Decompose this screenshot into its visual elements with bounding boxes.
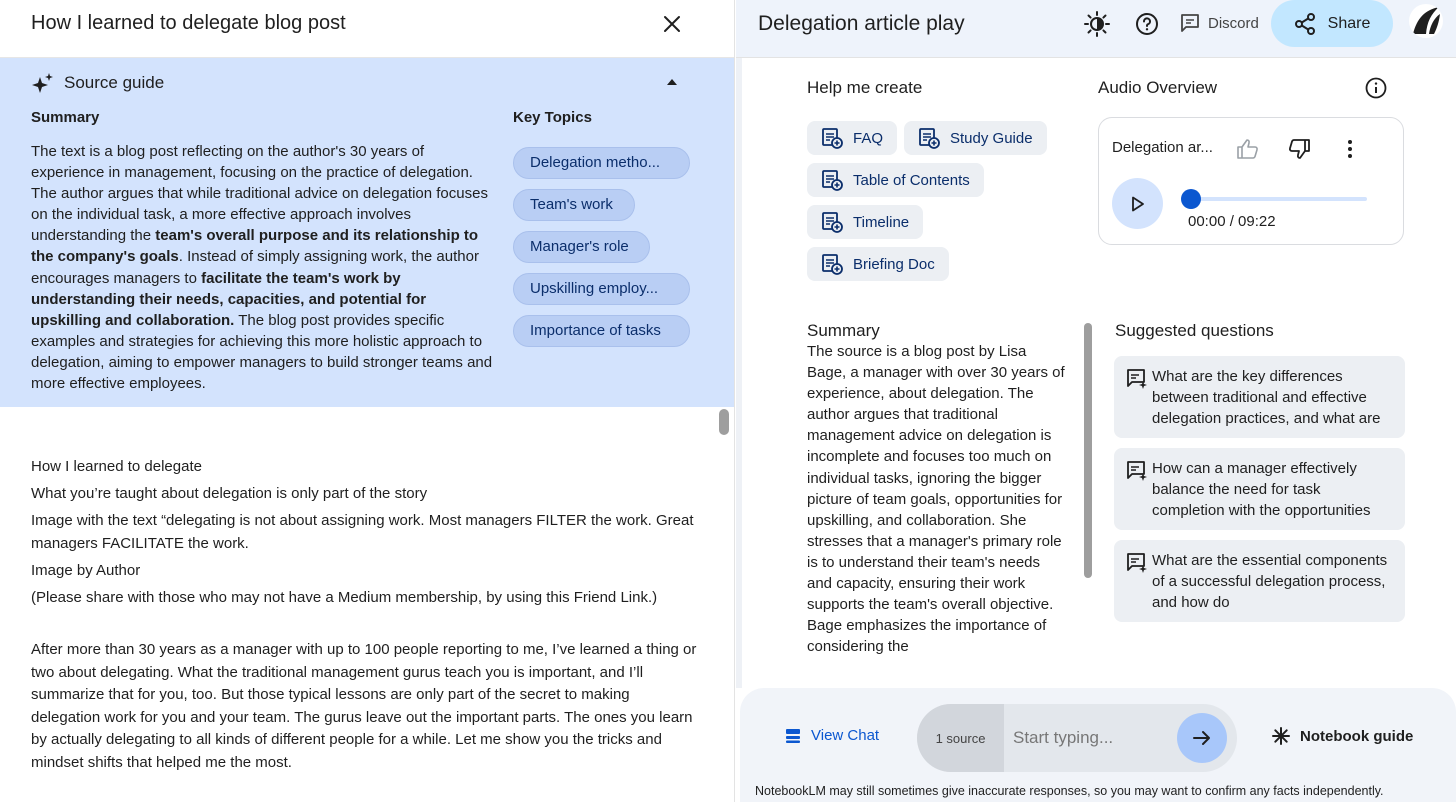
source-guide-title: Source guide: [64, 73, 165, 92]
thumbs-down-button[interactable]: [1286, 136, 1312, 162]
play-icon: [1131, 196, 1145, 212]
close-source-button[interactable]: [656, 8, 688, 40]
notebook-summary-label: Summary: [807, 321, 880, 340]
tool-label: Study Guide: [950, 129, 1033, 147]
note-add-icon: [821, 127, 843, 149]
share-button[interactable]: [1271, 0, 1393, 47]
briefing-doc-button[interactable]: [807, 247, 949, 281]
chat-input[interactable]: [1013, 724, 1173, 752]
doc-line: What you’re taught about delegation is only part of the story: [31, 485, 428, 502]
play-button[interactable]: [1112, 178, 1163, 229]
feedback-icon: [1180, 13, 1200, 33]
chat-question-icon: [1126, 368, 1148, 390]
summary-part-bold: team's overall purpose and its relationship to the company's goals: [31, 227, 479, 266]
summary-scrollbar[interactable]: [1084, 323, 1092, 578]
summary-part: The text is a blog post reflecting on the author's 30 years of experience in management, focusing on the practice of delegation. The author argues that while traditional advice on delegation focuses on the individual task, a more effective approach involves understanding the: [31, 143, 488, 245]
key-topic-chip[interactable]: Team's work: [513, 189, 635, 221]
asterisk-icon: [1272, 727, 1290, 745]
close-icon: [663, 15, 681, 33]
avatar-logo-icon: [1409, 4, 1443, 38]
discord-label: Discord: [1208, 14, 1259, 32]
study-guide-button[interactable]: [904, 121, 1047, 155]
suggested-question-text: How can a manager effectively balance the need for task completion with the opportunities: [1152, 460, 1371, 519]
audio-progress-knob[interactable]: [1181, 189, 1201, 209]
key-topic-chip[interactable]: Upskilling employ...: [513, 273, 690, 305]
summary-part: The blog post provides specific examples and strategies for achieving this more holistic approach to delegation, aiming to empower managers to build stronger teams and more effective employees.: [31, 311, 493, 393]
source-scrollbar[interactable]: [719, 409, 729, 435]
more-vert-icon: [1347, 139, 1353, 159]
notebook-guide-button[interactable]: [1272, 727, 1413, 745]
table-of-contents-button[interactable]: [807, 163, 984, 197]
collapse-source-guide-button[interactable]: [664, 76, 680, 88]
thumbs-up-button[interactable]: [1235, 136, 1261, 162]
source-title: How I learned to delegate blog post: [31, 12, 346, 34]
chat-question-icon: [1126, 552, 1148, 574]
notebook-title[interactable]: Delegation article play: [758, 12, 965, 35]
doc-line: Image with the text “delegating is not about assigning work. Most managers FILTER the work. Great managers FACILITATE the work.: [31, 512, 694, 552]
discord-link[interactable]: [1180, 6, 1259, 40]
disclaimer-text: NotebookLM may still sometimes give inaccurate responses, so you may want to confirm any facts independently.: [755, 784, 1384, 798]
summary-part: . Instead of simply assigning work, the author encourages managers to: [31, 248, 479, 287]
note-add-icon: [821, 211, 843, 233]
note-add-icon: [821, 253, 843, 275]
key-topic-chip[interactable]: Delegation metho...: [513, 147, 690, 179]
help-button[interactable]: [1133, 10, 1161, 38]
chat-question-icon: [1126, 460, 1148, 482]
source-guide: [0, 58, 735, 407]
timeline-button[interactable]: [807, 205, 923, 239]
notebook-guide-label: Notebook guide: [1300, 727, 1414, 745]
chat-input-box: [917, 704, 1237, 772]
source-panel-header: [0, 0, 735, 58]
audio-player-card: [1098, 117, 1404, 245]
notebook-summary-text: The source is a blog post by Lisa Bage, a manager with over 30 years of experience, about delegation. The author argues that traditional management advice on delegation is incomplete and focuses too much on individual tasks, ignoring the bigger picture of team goals, opportunities for upskilling, and collaboration. She stresses that a manager's primary role is to understand their team's needs and capacity, ensuring their work supports the team's overall objective. Bage emphasizes the importance of considering the: [807, 343, 1065, 655]
suggested-question-text: What are the key differences between traditional and effective delegation practices, and what are: [1152, 368, 1381, 427]
note-add-icon: [918, 127, 940, 149]
info-icon: [1365, 77, 1387, 99]
help-me-create-label: Help me create: [807, 78, 923, 97]
tool-label: Table of Contents: [853, 171, 970, 189]
panel-divider: [736, 58, 742, 688]
arrow-right-icon: [1192, 728, 1212, 748]
share-label: Share: [1327, 14, 1371, 32]
audio-overview-label: Audio Overview: [1098, 78, 1218, 97]
suggested-question[interactable]: [1114, 356, 1405, 438]
brightness-icon: [1084, 11, 1110, 37]
audio-info-button[interactable]: [1364, 76, 1388, 100]
key-topic-chip[interactable]: Importance of tasks: [513, 315, 690, 347]
tool-label: Briefing Doc: [853, 255, 935, 273]
app-header: [736, 0, 1456, 58]
tool-label: FAQ: [853, 129, 884, 147]
view-chat-label: View Chat: [811, 727, 880, 744]
sparkle-icon: [31, 72, 55, 96]
source-summary-text: [31, 141, 496, 394]
view-chat-button[interactable]: [785, 727, 879, 744]
suggested-question[interactable]: [1114, 448, 1405, 530]
suggested-question[interactable]: [1114, 540, 1405, 622]
share-icon: [1294, 13, 1316, 35]
audio-time: 00:00 / 09:22: [1188, 213, 1276, 230]
key-topics-label: Key Topics: [513, 109, 592, 126]
source-summary-label: Summary: [31, 109, 100, 126]
audio-title: Delegation ar...: [1112, 139, 1213, 156]
audio-more-button[interactable]: [1339, 136, 1361, 162]
audio-progress-track[interactable]: [1187, 197, 1367, 201]
doc-line: (Please share with those who may not have a Medium membership, by using this Friend Link.): [31, 589, 658, 606]
summary-part-bold: facilitate the team's work by understanding their needs, capacities, and potential for upskilling and collaboration.: [31, 269, 427, 329]
note-add-icon: [821, 169, 843, 191]
key-topic-chip[interactable]: Manager's role: [513, 231, 650, 263]
chat-bar: [740, 688, 1456, 802]
source-count-pill[interactable]: 1 source: [917, 704, 1004, 772]
help-icon: [1135, 12, 1159, 36]
tool-label: Timeline: [853, 213, 910, 231]
send-button[interactable]: [1177, 713, 1227, 763]
faq-button[interactable]: [807, 121, 897, 155]
doc-paragraph: After more than 30 years as a manager with up to 100 people reporting to me, I’ve learned a thing or two about delegating. What the traditional management gurus teach you is important, and I’ll summarize that for you, too. But those typical lessons are only part of the secret to making delegation work for you and your team. The gurus leave out the important parts. The ones you learn by actually delegating to all kinds of different people for a while. Let me show you the tricks and mindset shifts that helped me the most.: [31, 641, 697, 771]
thumbs-down-icon: [1287, 137, 1311, 161]
chat-list-icon: [785, 728, 801, 744]
suggested-questions-label: Suggested questions: [1115, 321, 1274, 340]
suggested-question-text: What are the essential components of a successful delegation process, and how do: [1152, 552, 1388, 611]
notebook-guide-panel: [736, 0, 1456, 802]
thumbs-up-icon: [1236, 137, 1260, 161]
doc-line: How I learned to delegate: [31, 458, 202, 475]
doc-line: Image by Author: [31, 562, 141, 579]
source-document: [31, 455, 701, 775]
theme-toggle-button[interactable]: [1083, 10, 1111, 38]
user-avatar[interactable]: [1409, 4, 1443, 38]
caret-up-icon: [666, 78, 678, 86]
